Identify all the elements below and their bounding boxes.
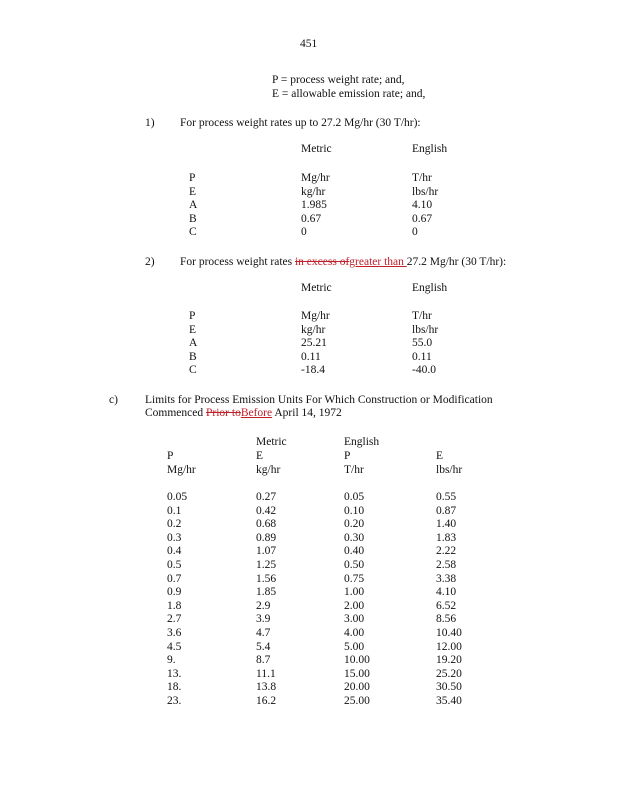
table-cell: 18. xyxy=(167,681,182,694)
header-symbol: E xyxy=(436,450,444,462)
table-cell: 0.3 xyxy=(167,531,182,544)
label-b: B xyxy=(189,350,197,363)
section2-heading-suffix: 27.2 Mg/hr (30 T/hr): xyxy=(406,256,507,268)
table-cell: 0.68 xyxy=(256,518,277,531)
metric-e: kg/hr xyxy=(301,185,326,198)
section-c-heading-line2 xyxy=(145,407,342,421)
header-unit: lbs/hr xyxy=(436,463,463,476)
metric-b: 0.11 xyxy=(301,350,321,363)
table-cell: 5.4 xyxy=(256,640,271,653)
table-cell: 0.05 xyxy=(167,491,188,503)
table-cell: 1.40 xyxy=(436,518,457,531)
section2-heading-deleted: in excess of xyxy=(294,256,350,268)
english-p: T/hr xyxy=(412,172,432,184)
table-cell: 19.20 xyxy=(436,654,462,667)
table-cell: 23. xyxy=(167,694,182,707)
section2-english-header: English xyxy=(412,282,448,294)
header-symbol: P xyxy=(344,450,351,462)
table-cell: 4.00 xyxy=(344,626,365,639)
label-a: A xyxy=(189,199,198,212)
label-e: E xyxy=(189,185,197,198)
table-cell: 30.50 xyxy=(436,681,462,694)
header-unit: kg/hr xyxy=(256,463,281,476)
section-c-line2-inserted: Before xyxy=(240,407,273,419)
table-cell: 0.10 xyxy=(344,504,365,517)
table-cell: 15.00 xyxy=(344,667,370,680)
table-cell: 1.56 xyxy=(256,572,277,585)
label-p: P xyxy=(189,310,196,322)
table-group-english: English xyxy=(344,436,380,448)
table-header-english-p xyxy=(344,450,364,477)
table-cell: 1.8 xyxy=(167,599,182,612)
english-a: 4.10 xyxy=(412,199,433,212)
label-a: A xyxy=(189,337,198,350)
section2-english-values xyxy=(412,310,438,378)
table-cell: 0.27 xyxy=(256,491,277,503)
table-cell: 0.40 xyxy=(344,545,365,558)
metric-e: kg/hr xyxy=(301,323,326,336)
section-c-line2-deleted: Prior to xyxy=(206,407,241,419)
english-b: 0.11 xyxy=(412,350,432,363)
table-cell: 2.22 xyxy=(436,545,457,558)
section-c-letter: c) xyxy=(109,394,118,406)
metric-a: 25.21 xyxy=(301,337,327,350)
table-cell: 0.2 xyxy=(167,518,182,531)
table-cell: 4.7 xyxy=(256,626,271,639)
table-cell: 35.40 xyxy=(436,694,462,707)
table-cell: 0.5 xyxy=(167,558,182,571)
definition-e: E = allowable emission rate; and, xyxy=(272,88,426,100)
table-cell: 9. xyxy=(167,654,176,667)
table-cell: 1.83 xyxy=(436,531,457,544)
page-number: 451 xyxy=(300,38,318,50)
section-c-line2-suffix: April 14, 1972 xyxy=(272,407,342,419)
english-p: T/hr xyxy=(412,310,432,322)
table-column-english-p xyxy=(344,491,370,709)
table-cell: 12.00 xyxy=(436,640,462,653)
section2-number: 2) xyxy=(145,256,155,268)
table-cell: 10.00 xyxy=(344,654,370,667)
label-e: E xyxy=(189,323,197,336)
section1-heading: For process weight rates up to 27.2 Mg/hr (30 T/hr): xyxy=(180,117,421,129)
metric-c: -18.4 xyxy=(301,364,325,377)
metric-p: Mg/hr xyxy=(301,172,330,184)
table-cell: 10.40 xyxy=(436,626,462,639)
metric-c: 0 xyxy=(301,226,307,239)
table-cell: 25.00 xyxy=(344,694,370,707)
section-c-line2-prefix: Commenced xyxy=(145,407,206,419)
table-cell: 1.85 xyxy=(256,586,277,599)
table-cell: 16.2 xyxy=(256,694,277,707)
header-unit: Mg/hr xyxy=(167,463,196,476)
table-cell: 0.55 xyxy=(436,491,457,503)
table-header-metric-e xyxy=(256,450,280,477)
table-cell: 3.38 xyxy=(436,572,457,585)
table-cell: 8.7 xyxy=(256,654,271,667)
definition-p: P = process weight rate; and, xyxy=(272,74,405,86)
table-cell: 0.75 xyxy=(344,572,365,585)
section2-heading-prefix: For process weight rates xyxy=(180,256,295,268)
table-cell: 0.9 xyxy=(167,586,182,599)
table-column-metric-e xyxy=(256,491,276,709)
section1-english-header: English xyxy=(412,143,448,155)
label-c: C xyxy=(189,226,197,239)
table-cell: 0.4 xyxy=(167,545,182,558)
table-cell: 2.00 xyxy=(344,599,365,612)
table-cell: 13.8 xyxy=(256,681,277,694)
section1-english-values xyxy=(412,172,438,240)
english-a: 55.0 xyxy=(412,337,433,350)
table-cell: 0.1 xyxy=(167,504,182,517)
section1-labels xyxy=(189,172,197,240)
table-cell: 2.58 xyxy=(436,558,457,571)
section2-heading xyxy=(180,256,506,270)
table-cell: 4.5 xyxy=(167,640,182,653)
section2-metric-values xyxy=(301,310,330,378)
table-group-metric: Metric xyxy=(256,436,287,448)
english-e: lbs/hr xyxy=(412,323,439,336)
table-cell: 0.89 xyxy=(256,531,277,544)
table-cell: 1.07 xyxy=(256,545,277,558)
table-cell: 2.7 xyxy=(167,613,182,626)
header-symbol: E xyxy=(256,450,264,462)
section2-heading-inserted: greater than xyxy=(349,256,407,268)
table-cell: 13. xyxy=(167,667,182,680)
section-c-heading-line1: Limits for Process Emission Units For Which Construction or Modification xyxy=(145,394,493,406)
table-cell: 2.9 xyxy=(256,599,271,612)
section1-metric-values xyxy=(301,172,330,240)
table-cell: 6.52 xyxy=(436,599,457,612)
label-b: B xyxy=(189,212,197,225)
table-cell: 4.10 xyxy=(436,586,457,599)
english-c: -40.0 xyxy=(412,364,436,377)
label-c: C xyxy=(189,364,197,377)
metric-p: Mg/hr xyxy=(301,310,330,322)
section1-metric-header: Metric xyxy=(301,143,332,155)
section1-number: 1) xyxy=(145,117,155,129)
table-cell: 0.50 xyxy=(344,558,365,571)
table-column-english-e xyxy=(436,491,462,709)
table-cell: 11.1 xyxy=(256,667,276,680)
table-cell: 0.20 xyxy=(344,518,365,531)
table-cell: 5.00 xyxy=(344,640,365,653)
table-cell: 1.25 xyxy=(256,558,277,571)
table-cell: 0.05 xyxy=(344,491,365,503)
label-p: P xyxy=(189,172,196,184)
header-symbol: P xyxy=(167,450,174,462)
table-cell: 0.30 xyxy=(344,531,365,544)
header-unit: T/hr xyxy=(344,463,364,476)
section2-labels xyxy=(189,310,197,378)
table-cell: 0.87 xyxy=(436,504,457,517)
metric-a: 1.985 xyxy=(301,199,327,212)
table-column-metric-p xyxy=(167,491,187,709)
table-cell: 25.20 xyxy=(436,667,462,680)
table-header-english-e xyxy=(436,450,462,477)
english-b: 0.67 xyxy=(412,212,433,225)
english-e: lbs/hr xyxy=(412,185,439,198)
table-header-metric-p xyxy=(167,450,196,477)
metric-b: 0.67 xyxy=(301,212,322,225)
table-cell: 20.00 xyxy=(344,681,370,694)
table-cell: 0.7 xyxy=(167,572,182,585)
section2-metric-header: Metric xyxy=(301,282,332,294)
table-cell: 1.00 xyxy=(344,586,365,599)
table-cell: 0.42 xyxy=(256,504,277,517)
table-cell: 3.00 xyxy=(344,613,365,626)
english-c: 0 xyxy=(412,226,418,239)
table-cell: 3.9 xyxy=(256,613,271,626)
table-cell: 3.6 xyxy=(167,626,182,639)
table-cell: 8.56 xyxy=(436,613,457,626)
